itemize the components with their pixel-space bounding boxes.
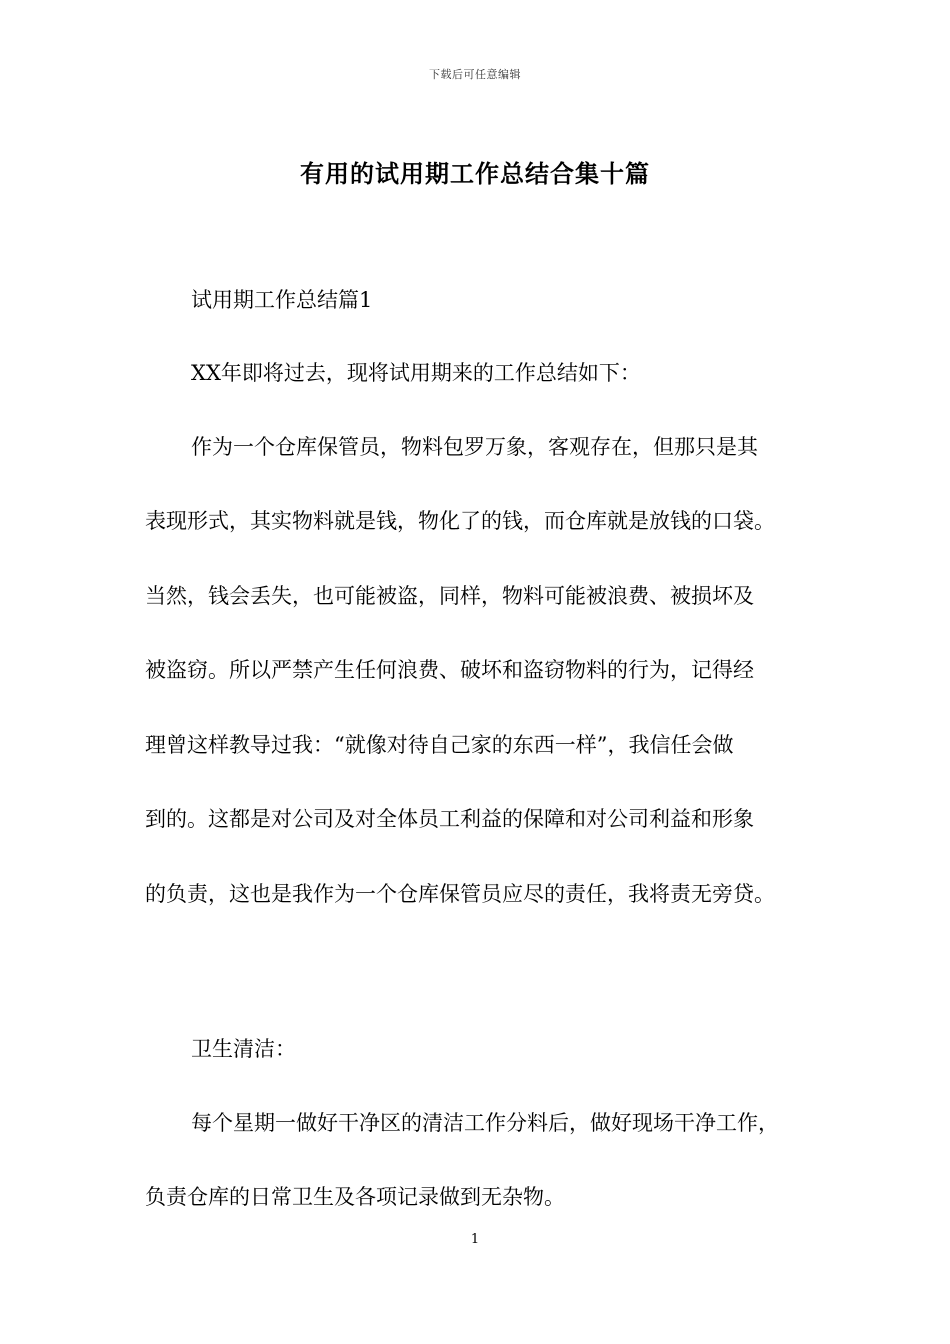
paragraph-line: 被盗窃。所以严禁产生任何浪费、破坏和盗窃物料的行为，记得经: [145, 658, 754, 682]
paragraph-line: 理曾这样教导过我：“就像对待自己家的东西一样”，我信任会做: [145, 733, 734, 757]
document-title: 有用的试用期工作总结合集十篇: [300, 159, 650, 188]
paragraph-intro: XX年即将过去，现将试用期来的工作总结如下：: [191, 361, 641, 385]
paragraph-line: 表现形式，其实物料就是钱，物化了的钱，而仓库就是放钱的口袋。: [145, 509, 775, 533]
paragraph-line: 每个星期一做好干净区的清洁工作分料后，做好现场干净工作，: [191, 1111, 779, 1135]
page-header: 下载后可任意编辑: [429, 68, 521, 81]
section-heading-1: 试用期工作总结篇1: [191, 288, 373, 312]
paragraph-line: 作为一个仓库保管员，物料包罗万象，客观存在，但那只是其: [191, 435, 758, 459]
paragraph-line: 到的。这都是对公司及对全体员工利益的保障和对公司利益和形象: [145, 807, 754, 831]
paragraph-line: 当然，钱会丢失，也可能被盗，同样，物料可能被浪费、被损坏及: [145, 584, 754, 608]
paragraph-line: 的负责，这也是我作为一个仓库保管员应尽的责任，我将责无旁贷。: [145, 882, 775, 906]
page-number: 1: [470, 1232, 480, 1247]
section-heading-hygiene: 卫生清洁：: [191, 1037, 296, 1061]
paragraph-line: 负责仓库的日常卫生及各项记录做到无杂物。: [145, 1185, 565, 1209]
